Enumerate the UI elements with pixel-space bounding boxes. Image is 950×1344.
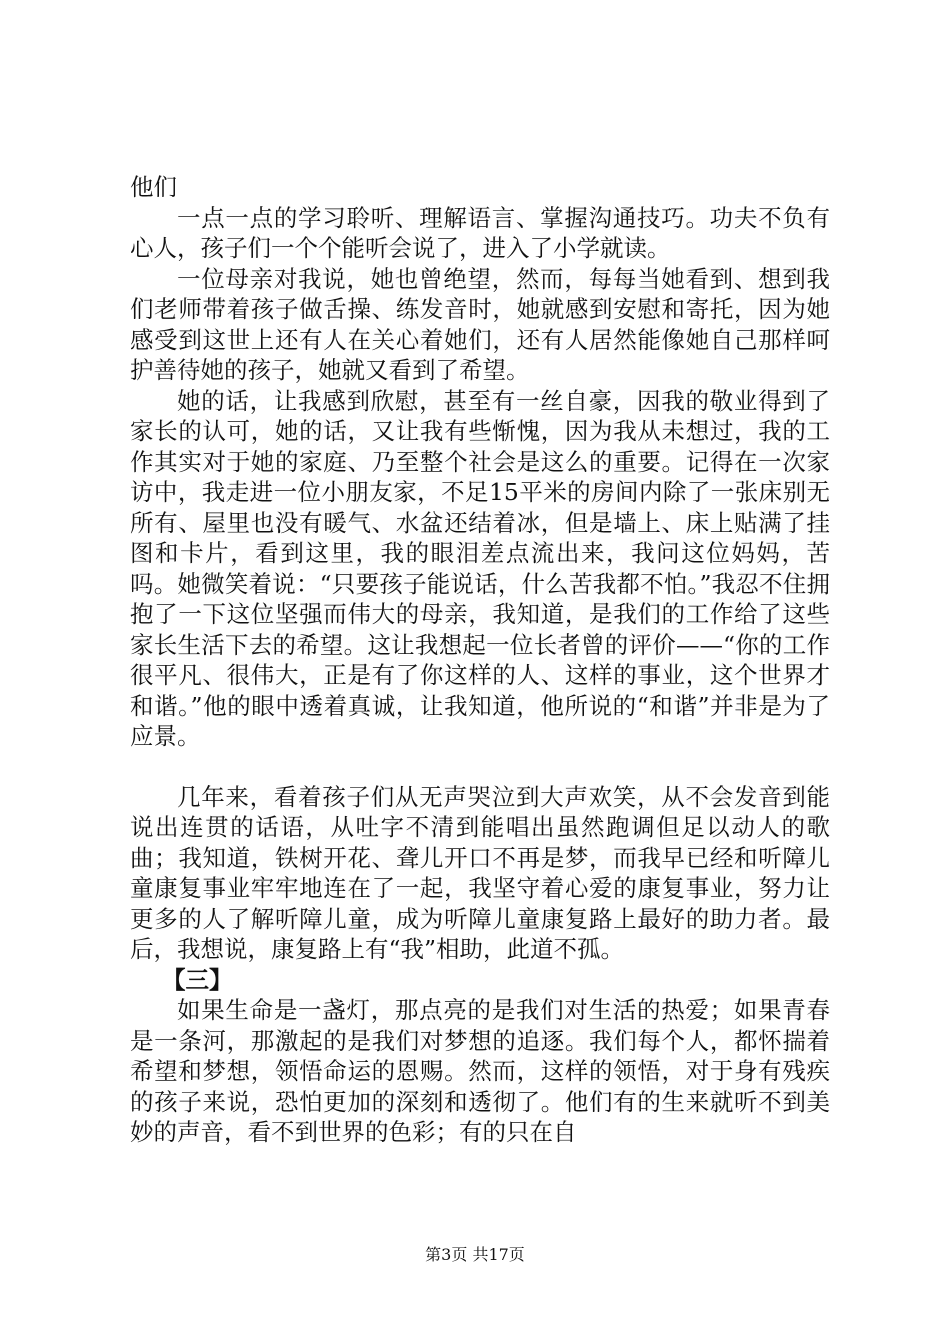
document-body bbox=[130, 172, 830, 1148]
paragraph-gap bbox=[130, 752, 830, 782]
paragraph-mother: 一位母亲对我说，她也曾绝望，然而，每每当她看到、想到我们老师带着孩子做舌操、练发音时，她就感到安慰和寄托，因为她感受到这世上还有人在关心着她们，还有人居然能像她自己那样呵护善待她的孩子，她就又看到了希望。 bbox=[130, 264, 830, 384]
paragraph-home-visit: 她的话，让我感到欣慰，甚至有一丝自豪，因我的敬业得到了家长的认可，她的话，又让我有些惭愧，因为我从未想过，我的工作其实对于她的家庭、乃至整个社会是这么的重要。记得在一次家访中，我走进一位小朋友家，不足15平米的房间内除了一张床别无所有、屋里也没有暖气、水盆还结着冰，但是墙上、床上贴满了挂图和卡片，看到这里，我的眼泪差点流出来，我问这位妈妈，苦吗。她微笑着说：“只要孩子能说话，什么苦我都不怕。”我忍不住拥抱了一下这位坚强而伟大的母亲，我知道，是我们的工作给了这些家长生活下去的希望。这让我想起一位长者曾的评价——“你的工作很平凡、很伟大，正是有了你这样的人、这样的事业，这个世界才和谐。”他的眼中透着真诚，让我知道，他所说的“和谐”并非是为了应景。 bbox=[130, 386, 830, 750]
paragraph-life-lamp: 如果生命是一盏灯，那点亮的是我们对生活的热爱；如果青春是一条河，那激起的是我们对梦想的追逐。我们每个人，都怀揣着希望和梦想，领悟命运的恩赐。然而，这样的领悟，对于身有残疾的孩子来说，恐怕更加的深刻和透彻了。他们有的生来就听不到美妙的声音，看不到世界的色彩；有的只在自 bbox=[130, 996, 830, 1146]
section-heading: 【三】 bbox=[162, 965, 233, 994]
paragraph-continuation: 他们 bbox=[130, 173, 177, 201]
paragraph-learning: 一点一点的学习聆听、理解语言、掌握沟通技巧。功夫不负有心人，孩子们一个个能听会说了，进入了小学就读。 bbox=[130, 203, 830, 262]
paragraph-years: 几年来，看着孩子们从无声哭泣到大声欢笑，从不会发音到能说出连贯的话语，从吐字不清到能唱出虽然跑调但足以动人的歌曲；我知道，铁树开花、聋儿开口不再是梦，而我早已经和听障儿童康复事业牢牢地连在了一起，我坚守着心爱的康复事业，努力让更多的人了解听障儿童，成为听障儿童康复路上最好的助力者。最后，我想说，康复路上有“我”相助，此道不孤。 bbox=[130, 782, 830, 963]
page-footer: 第3页 共17页 bbox=[425, 1245, 525, 1264]
